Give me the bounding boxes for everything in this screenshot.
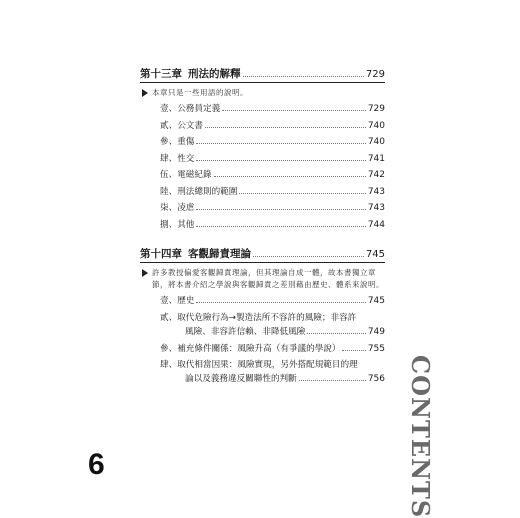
- toc-entry: [140, 342, 385, 359]
- toc-entry-text: 伍、電磁紀錄: [160, 170, 212, 180]
- toc-entry: [140, 201, 385, 218]
- toc-entry: [140, 294, 385, 311]
- side-label: CONTENTS: [406, 355, 435, 518]
- toc-entry-text: 參、重傷: [160, 137, 195, 147]
- toc-entry-page: 740: [367, 137, 385, 147]
- leader-dots: [205, 127, 366, 128]
- chapter-note: [140, 267, 385, 291]
- toc-entry-page: 740: [367, 120, 385, 131]
- section-gap: [140, 234, 385, 246]
- toc-entry-line1: 貳、取代危險行為→製造法所不容許的風險；非容許: [160, 312, 357, 323]
- toc-entry-text: 壹、公務員定義: [160, 104, 221, 114]
- leader-dots: [196, 209, 365, 210]
- leader-dots: [342, 350, 365, 351]
- toc-entry-page: 749: [367, 326, 385, 337]
- toc-entry-page: 755: [367, 343, 385, 354]
- toc-entry: [140, 152, 385, 169]
- toc-entry-page: 756: [367, 374, 385, 384]
- chapter-heading: [140, 66, 385, 83]
- leader-dots: [222, 110, 366, 111]
- chapter-note-text: 許多教授偏愛客觀歸責理論，但其理論自成一體，故本書獨立章節，將本書介紹之學說與客觀歸責之差別藉由歷史、體系來說明。: [152, 268, 384, 289]
- toc-entry: [140, 168, 385, 185]
- leader-dots: [299, 380, 366, 381]
- toc-entry-page: 741: [367, 153, 385, 164]
- toc-entry-text: 壹、歷史: [160, 296, 195, 306]
- toc-entry-page: 743: [367, 203, 385, 213]
- leader-dots: [196, 143, 365, 144]
- chapter-title: 客觀歸責理論: [188, 248, 251, 260]
- leader-dots: [253, 256, 364, 257]
- leader-dots: [307, 333, 365, 334]
- toc-entry: [140, 218, 385, 235]
- chapter-number: 第十四章: [140, 248, 182, 260]
- toc-entry: [140, 185, 385, 202]
- toc-entry-page: 743: [367, 186, 385, 197]
- toc-entry: [140, 119, 385, 136]
- toc-entry-page: 742: [367, 170, 385, 180]
- toc-entry-page: 745: [367, 296, 385, 306]
- side-label-container: [405, 355, 435, 518]
- toc-entry-line2: 論以及義務違反關聯性的判斷: [185, 374, 297, 384]
- leader-dots: [196, 302, 365, 303]
- toc-entry-text: 陸、刑法總則的範圍: [160, 186, 238, 197]
- chapter-heading: [140, 246, 385, 263]
- toc-entry-text: 貳、公文書: [160, 120, 203, 131]
- chapter-note-text: 本章只是一些用語的說明。: [152, 88, 248, 97]
- toc-entry: [140, 102, 385, 119]
- leader-dots: [243, 76, 364, 77]
- leader-dots: [214, 176, 366, 177]
- toc-entry: [140, 358, 385, 386]
- toc-entry-text: 肆、性交: [160, 153, 195, 164]
- toc-entry-page: 729: [367, 104, 385, 114]
- chapter-title: 刑法的解釋: [188, 68, 241, 80]
- chapter-page: 729: [365, 69, 385, 80]
- leader-dots: [239, 193, 365, 194]
- leader-dots: [196, 226, 365, 227]
- toc-entry-text: 捌、其他: [160, 219, 195, 230]
- table-of-contents: [140, 66, 385, 389]
- toc-entry: [140, 311, 385, 339]
- chapter-page: 745: [365, 249, 385, 260]
- toc-entry-line1: 肆、取代相當因果：風險實現，另外搭配規範目的理: [160, 360, 358, 370]
- chapter-note: [140, 87, 385, 99]
- chapter-number: 第十三章: [140, 68, 182, 80]
- toc-entry-text: 參、補充條件關係：風險升高（有爭議的學說）: [160, 343, 341, 354]
- toc-entry-text: 柒、凌虐: [160, 203, 195, 213]
- toc-entry-line2: 風險、非容許信賴、非降低風險: [185, 326, 306, 337]
- triangle-bullet-icon: [142, 269, 148, 277]
- page-number: 6: [88, 448, 105, 481]
- leader-dots: [196, 160, 365, 161]
- toc-entry: [140, 135, 385, 152]
- toc-entry-page: 744: [367, 219, 385, 230]
- triangle-bullet-icon: [142, 89, 148, 97]
